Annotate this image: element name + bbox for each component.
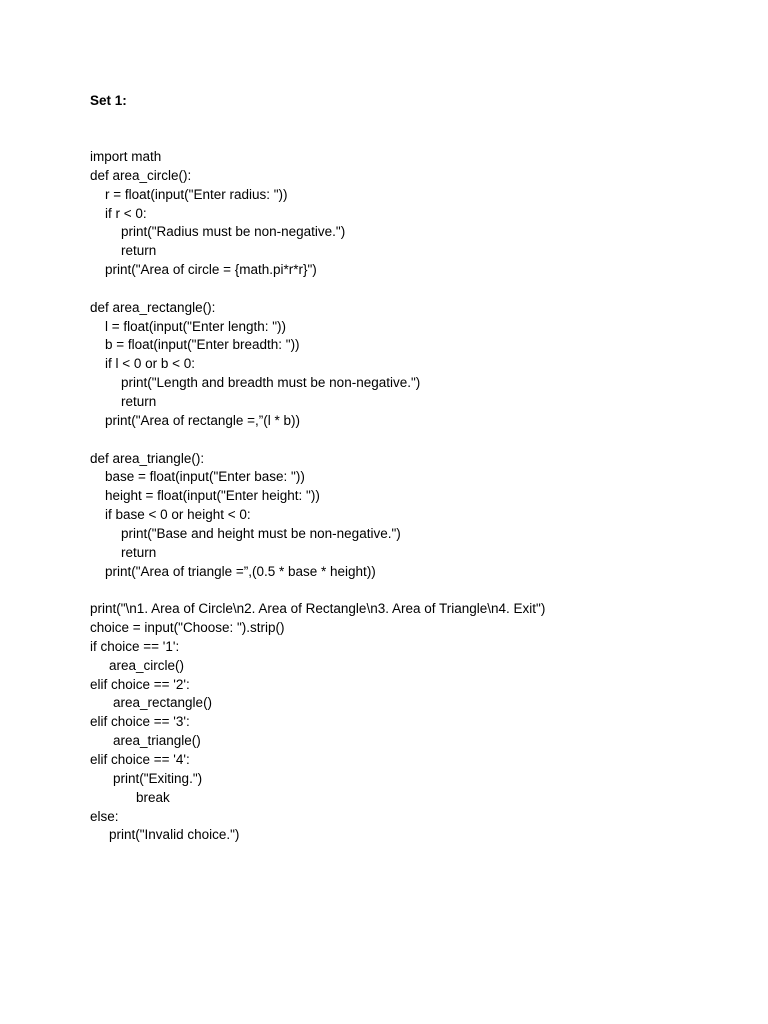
code-line: print("Area of rectangle =,”(l * b)) [105, 412, 300, 428]
code-line: print("Base and height must be non-negative.") [121, 525, 401, 541]
set-heading: Set 1: [90, 93, 127, 108]
code-line: print("Length and breadth must be non-negative.") [121, 375, 421, 391]
code-line: if choice == '1': [90, 638, 180, 654]
code-line: def area_triangle(): [90, 450, 205, 466]
code-line: break [136, 789, 170, 805]
code-line: l = float(input("Enter length: ")) [105, 318, 287, 334]
code-line: return [121, 544, 157, 560]
code-line: base = float(input("Enter base: ")) [105, 469, 305, 485]
code-line: import math [90, 149, 162, 164]
code-line: area_rectangle() [113, 695, 213, 711]
code-line: return [121, 243, 157, 259]
code-line: if r < 0: [105, 205, 147, 221]
code-line: elif choice == '2': [90, 676, 190, 692]
code-line: print("Invalid choice.") [109, 827, 240, 843]
code-line: b = float(input("Enter breadth: ")) [105, 337, 300, 353]
code-line [90, 280, 545, 299]
code-line: area_circle() [109, 657, 185, 673]
code-line: height = float(input("Enter height: ")) [105, 488, 320, 504]
code-line: area_triangle() [113, 733, 201, 749]
code-line: print("Area of triangle =”,(0.5 * base * height)) [105, 563, 376, 579]
code-line: print("Exiting.") [113, 770, 203, 786]
code-line [90, 431, 545, 450]
code-line: print("Area of circle = {math.pi*r*r}") [105, 262, 317, 278]
code-line: if base < 0 or height < 0: [105, 507, 251, 523]
code-line: return [121, 393, 157, 409]
code-line: choice = input("Choose: ").strip() [90, 620, 285, 636]
code-line: def area_rectangle(): [90, 299, 216, 315]
code-line: elif choice == '3': [90, 714, 190, 730]
code-line: if l < 0 or b < 0: [105, 356, 196, 372]
code-line: print("Radius must be non-negative.") [121, 224, 346, 240]
code-line: r = float(input("Enter radius: ")) [105, 186, 288, 202]
code-line: else: [90, 808, 119, 824]
code-line: elif choice == '4': [90, 752, 190, 767]
code-line [90, 581, 545, 600]
code-block [90, 148, 545, 845]
code-line: def area_circle(): [90, 167, 192, 183]
code-line: print("\n1. Area of Circle\n2. Area of Rectangle\n3. Area of Triangle\n4. Exit") [90, 601, 546, 617]
